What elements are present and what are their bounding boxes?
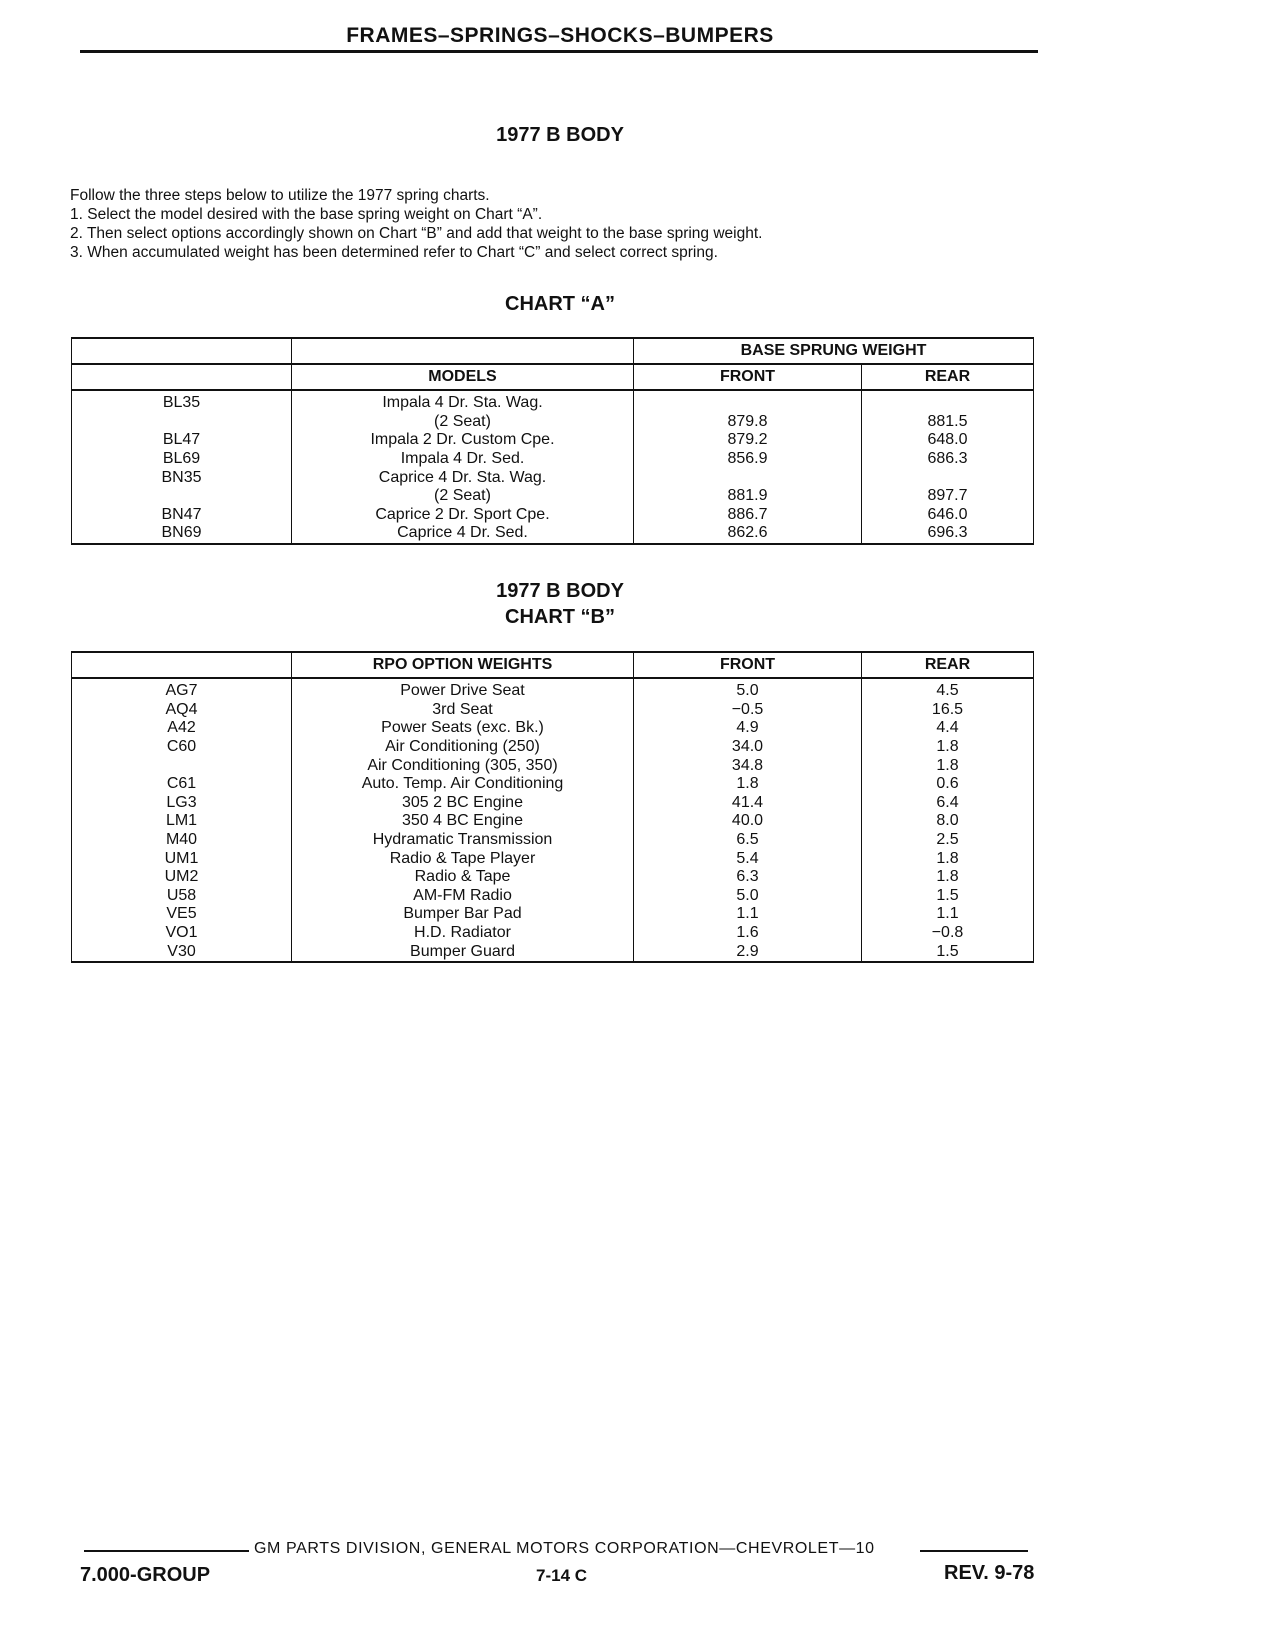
chart-b-code-cell (72, 756, 292, 775)
chart-a-table (71, 337, 1034, 545)
chart-b-option-cell: H.D. Radiator (292, 924, 634, 943)
chart-a-group-header: BASE SPRUNG WEIGHT (634, 338, 1034, 364)
chart-b-front-cell: −0.5 (634, 701, 862, 720)
chart-a-model-cell: Impala 4 Dr. Sta. Wag. (292, 390, 634, 413)
chart-a-rear-cell: 648.0 (862, 431, 1034, 450)
chart-b-code-cell: UM2 (72, 868, 292, 887)
chart-b-rear-cell: 1.8 (862, 756, 1034, 775)
chart-a-model-cell: (2 Seat) (292, 413, 634, 432)
footer-rule-right (920, 1550, 1028, 1552)
chart-a-model-cell: (2 Seat) (292, 487, 634, 506)
chart-b-rear-cell: 2.5 (862, 831, 1034, 850)
chart-b-front-cell: 40.0 (634, 812, 862, 831)
chart-b-rear-cell: 1.8 (862, 868, 1034, 887)
chart-b-option-cell: Air Conditioning (305, 350) (292, 756, 634, 775)
chart-a-front-cell: 881.9 (634, 487, 862, 506)
chart-b-row (72, 794, 1034, 813)
section2-title: 1977 B BODY (496, 580, 624, 602)
chart-b-row (72, 942, 1034, 962)
chart-a-header-row (72, 364, 1034, 390)
chart-a-rear-cell (862, 390, 1034, 413)
chart-b-option-cell: AM-FM Radio (292, 887, 634, 906)
chart-a-row (72, 413, 1034, 432)
chart-a-code-cell: BL35 (72, 390, 292, 413)
chart-b-code-cell: M40 (72, 831, 292, 850)
chart-b-rear-cell: 0.6 (862, 775, 1034, 794)
section-title: 1977 B BODY (496, 124, 624, 146)
instructions-step-1: 1. Select the model desired with the base spring weight on Chart “A”. (70, 206, 543, 223)
chart-a-code-cell (72, 487, 292, 506)
chart-a-front-cell: 862.6 (634, 524, 862, 544)
chart-b-option-cell: Power Drive Seat (292, 678, 634, 701)
chart-a-row (72, 524, 1034, 544)
chart-a-rear-cell: 897.7 (862, 487, 1034, 506)
chart-b-option-cell: Radio & Tape Player (292, 849, 634, 868)
chart-a-front-cell: 886.7 (634, 506, 862, 525)
chart-b-row (72, 738, 1034, 757)
chart-b-rear-cell: 1.8 (862, 738, 1034, 757)
chart-b-option-cell: Hydramatic Transmission (292, 831, 634, 850)
chart-b-code-cell: A42 (72, 719, 292, 738)
chart-b-rear-cell: 1.5 (862, 887, 1034, 906)
instructions-step-2: 2. Then select options accordingly shown on Chart “B” and add that weight to the base spring weight. (70, 225, 763, 242)
footer-revision: REV. 9-78 (944, 1562, 1035, 1584)
chart-b-front-cell: 2.9 (634, 942, 862, 962)
footer-group: 7.000-GROUP (80, 1564, 211, 1586)
chart-b-option-header: RPO OPTION WEIGHTS (292, 652, 634, 678)
chart-b-rear-header: REAR (862, 652, 1034, 678)
chart-b-title: CHART “B” (505, 606, 615, 628)
chart-a-model-cell: Impala 2 Dr. Custom Cpe. (292, 431, 634, 450)
chart-b-table (71, 651, 1034, 963)
chart-b-front-cell: 34.0 (634, 738, 862, 757)
chart-a-front-cell (634, 390, 862, 413)
chart-b-code-cell: V30 (72, 942, 292, 962)
chart-a-row (72, 468, 1034, 487)
chart-b-option-cell: Bumper Guard (292, 942, 634, 962)
footer-division: GM PARTS DIVISION, GENERAL MOTORS CORPORATION—CHEVROLET—10 (254, 1540, 875, 1557)
chart-b-rear-cell: 4.4 (862, 719, 1034, 738)
chart-b-rear-cell: 4.5 (862, 678, 1034, 701)
chart-b-front-cell: 4.9 (634, 719, 862, 738)
footer-rule-left (84, 1550, 249, 1552)
chart-b-front-cell: 41.4 (634, 794, 862, 813)
chart-b-code-cell: C61 (72, 775, 292, 794)
instructions (70, 186, 1070, 262)
chart-b-front-cell: 6.3 (634, 868, 862, 887)
chart-a-code-cell: BN47 (72, 506, 292, 525)
chart-b-code-cell: AQ4 (72, 701, 292, 720)
chart-a-row (72, 390, 1034, 413)
chart-b-code-cell: AG7 (72, 678, 292, 701)
footer-page-number: 7-14 C (536, 1566, 588, 1585)
chart-b-code-cell: LM1 (72, 812, 292, 831)
chart-a-group-header-row (72, 338, 1034, 364)
chart-b-row (72, 701, 1034, 720)
chart-b-row (72, 678, 1034, 701)
chart-a-rear-cell: 686.3 (862, 450, 1034, 469)
chart-b-row (72, 868, 1034, 887)
chart-b-row (72, 719, 1034, 738)
chart-a-code-cell: BN69 (72, 524, 292, 544)
chart-a-row (72, 487, 1034, 506)
chart-a-front-cell (634, 468, 862, 487)
chart-a-blank-cell (292, 338, 634, 364)
chart-b-code-cell: VO1 (72, 924, 292, 943)
chart-a-code-cell (72, 413, 292, 432)
chart-b-code-cell: LG3 (72, 794, 292, 813)
chart-a-rear-cell: 881.5 (862, 413, 1034, 432)
chart-a-rear-cell (862, 468, 1034, 487)
chart-a-model-cell: Caprice 4 Dr. Sta. Wag. (292, 468, 634, 487)
chart-a-model-cell: Caprice 4 Dr. Sed. (292, 524, 634, 544)
chart-a-rear-header: REAR (862, 364, 1034, 390)
chart-b-code-cell: C60 (72, 738, 292, 757)
chart-b-row (72, 905, 1034, 924)
chart-b-rear-cell: 8.0 (862, 812, 1034, 831)
chart-b-rear-cell: 1.5 (862, 942, 1034, 962)
chart-b-option-cell: Power Seats (exc. Bk.) (292, 719, 634, 738)
chart-b-rear-cell: 16.5 (862, 701, 1034, 720)
chart-a-front-cell: 856.9 (634, 450, 862, 469)
header-rule (80, 50, 1038, 53)
chart-b-front-cell: 6.5 (634, 831, 862, 850)
chart-b-front-cell: 1.6 (634, 924, 862, 943)
chart-b-rear-cell: −0.8 (862, 924, 1034, 943)
chart-b-row (72, 887, 1034, 906)
chart-b-row (72, 756, 1034, 775)
chart-b-front-cell: 5.0 (634, 887, 862, 906)
chart-a-blank-cell (72, 338, 292, 364)
chart-b-option-cell: Radio & Tape (292, 868, 634, 887)
chart-b-code-header (72, 652, 292, 678)
chart-a-rear-cell: 646.0 (862, 506, 1034, 525)
chart-a-title: CHART “A” (505, 293, 615, 315)
chart-a-row (72, 506, 1034, 525)
chart-a-front-header: FRONT (634, 364, 862, 390)
chart-b-option-cell: Auto. Temp. Air Conditioning (292, 775, 634, 794)
chart-a-code-header (72, 364, 292, 390)
chart-b-option-cell: 350 4 BC Engine (292, 812, 634, 831)
chart-a-row (72, 431, 1034, 450)
chart-a-front-cell: 879.8 (634, 413, 862, 432)
chart-a-model-cell: Impala 4 Dr. Sed. (292, 450, 634, 469)
chart-b-rear-cell: 1.8 (862, 849, 1034, 868)
chart-b-front-cell: 5.0 (634, 678, 862, 701)
chart-b-front-cell: 1.8 (634, 775, 862, 794)
chart-b-front-header: FRONT (634, 652, 862, 678)
chart-a-row (72, 450, 1034, 469)
chart-b-row (72, 812, 1034, 831)
chart-b-front-cell: 1.1 (634, 905, 862, 924)
chart-b-option-cell: 305 2 BC Engine (292, 794, 634, 813)
chart-b-front-cell: 5.4 (634, 849, 862, 868)
chart-a-code-cell: BL69 (72, 450, 292, 469)
chart-b-row (72, 924, 1034, 943)
chart-b-code-cell: UM1 (72, 849, 292, 868)
chart-a-code-cell: BN35 (72, 468, 292, 487)
page-header-title: FRAMES–SPRINGS–SHOCKS–BUMPERS (346, 24, 774, 47)
chart-b-front-cell: 34.8 (634, 756, 862, 775)
chart-a-models-header: MODELS (292, 364, 634, 390)
chart-b-row (72, 775, 1034, 794)
instructions-intro: Follow the three steps below to utilize the 1977 spring charts. (70, 187, 490, 204)
chart-b-header-row (72, 652, 1034, 678)
chart-b-row (72, 849, 1034, 868)
chart-b-option-cell: Air Conditioning (250) (292, 738, 634, 757)
instructions-step-3: 3. When accumulated weight has been determined refer to Chart “C” and select correct spring. (70, 244, 718, 261)
chart-b-option-cell: Bumper Bar Pad (292, 905, 634, 924)
chart-a-model-cell: Caprice 2 Dr. Sport Cpe. (292, 506, 634, 525)
chart-a-code-cell: BL47 (72, 431, 292, 450)
chart-b-code-cell: VE5 (72, 905, 292, 924)
chart-b-rear-cell: 6.4 (862, 794, 1034, 813)
chart-a-front-cell: 879.2 (634, 431, 862, 450)
chart-b-rear-cell: 1.1 (862, 905, 1034, 924)
chart-a-rear-cell: 696.3 (862, 524, 1034, 544)
chart-b-code-cell: U58 (72, 887, 292, 906)
chart-b-row (72, 831, 1034, 850)
chart-b-option-cell: 3rd Seat (292, 701, 634, 720)
